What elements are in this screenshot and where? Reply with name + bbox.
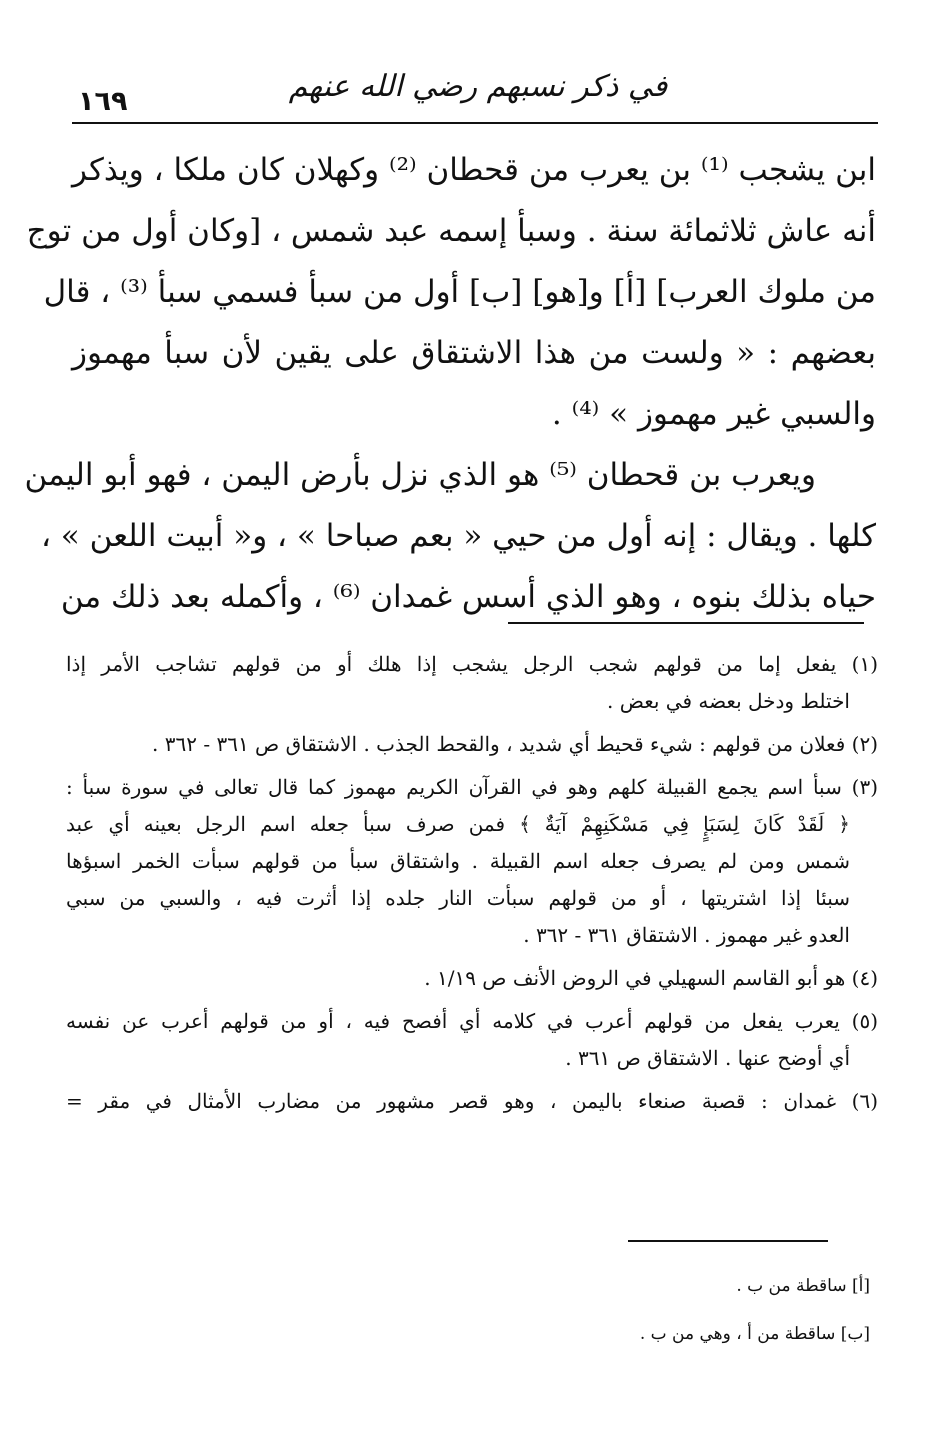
footnote-4 <box>66 960 878 997</box>
footnote-line: (١) يفعل إما من قولهم شجب الرجل يشجب إذا هلك أو من قولهم تشاجب الأمر إذا <box>66 652 878 676</box>
text-line: كلها . ويقال : إنه أول من حيي « بعم صباحا » ، و« أبيت اللعن » ، <box>40 518 876 554</box>
text-line: ويعرب بن قحطان ⁽⁵⁾ هو الذي نزل بأرض اليمن ، فهو أبو اليمن <box>24 457 816 493</box>
footnote-line: (٦) غمدان : قصبة صنعاء باليمن ، وهو قصر مشهور من مضارب الأمثال في مقر = <box>66 1089 878 1113</box>
page-header <box>78 62 878 124</box>
footnote-1 <box>66 646 878 720</box>
footnote-line: شمس ومن لم يصرف جعله اسم القبيلة . واشتقاق سبأ من قولهم سبأت الخمر اسبؤها <box>66 849 850 873</box>
chapter-title: في ذكر نسبهم رضي الله عنهم <box>288 69 668 104</box>
footnote-3 <box>66 769 878 954</box>
footnote-line: اختلط ودخل بعضه في بعض . <box>606 689 850 713</box>
footnote-line: سبئا إذا اشتريتها ، أو من قولهم سبأت النار جلده إذا أثرت فيه ، والسبي من سبي <box>66 886 850 910</box>
variant-notes <box>520 1262 870 1358</box>
text-line: والسبي غير مهموز » ⁽⁴⁾ . <box>551 396 876 432</box>
footnote-5 <box>66 1003 878 1077</box>
header-rule <box>72 122 878 124</box>
main-text <box>24 140 876 628</box>
footnote-line: (٣) سبأ اسم يجمع القبيلة كلهم وهو في القرآن الكريم مهموز كما قال تعالى في سورة سبأ : <box>66 775 878 799</box>
footnotes <box>66 646 878 1120</box>
footnote-line: العدو غير مهموز . الاشتقاق ٣٦١ - ٣٦٢ . <box>523 923 850 947</box>
text-line: أنه عاش ثلاثمائة سنة . وسبأ إسمه عبد شمس ، [وكان أول من توج <box>26 213 876 249</box>
footnote-2 <box>66 726 878 763</box>
footnote-line: أي أوضح عنها . الاشتقاق ص ٣٦١ . <box>565 1046 850 1070</box>
variant-note: [ب] ساقطة من أ ، وهي من ب . <box>639 1324 870 1344</box>
footnote-6 <box>66 1083 878 1120</box>
variant-note: [أ] ساقطة من ب . <box>736 1276 870 1296</box>
footnote-line: (٢) فعلان من قولهم : شيء قحيط أي شديد ، والقحط الجذب . الاشتقاق ص ٣٦١ - ٣٦٢ . <box>152 732 878 756</box>
text-line: بعضهم : « ولست من هذا الاشتقاق على يقين لأن سبأ مهموز <box>72 335 876 371</box>
footnote-line: (٥) يعرب يفعل من قولهم أعرب في كلامه أي أفصح فيه ، أو من قولهم أعرب عن نفسه <box>66 1009 878 1033</box>
footnote-line: ﴿ لَقَدْ كَانَ لِسَبَإٍ فِي مَسْكَنِهِمْ آيَةٌ ﴾ فمن صرف سبأ جعله اسم الرجل بعينه أي عبد <box>66 812 850 836</box>
text-line: ابن يشجب ⁽¹⁾ بن يعرب من قحطان ⁽²⁾ وكهلان كان ملكا ، ويذكر <box>72 152 876 188</box>
text-line: حياه بذلك بنوه ، وهو الذي أسس غمدان ⁽⁶⁾ ، وأكمله بعد ذلك من <box>60 579 876 615</box>
text-line: من ملوك العرب] [أ] و[هو] [ب] أول من سبأ فسمي سبأ ⁽³⁾ ، قال <box>43 274 876 310</box>
footnote-line: (٤) هو أبو القاسم السهيلي في الروض الأنف ص ١/١٩ . <box>424 966 878 990</box>
variant-notes-separator <box>628 1240 828 1242</box>
page-number: ١٦٩ <box>78 86 128 117</box>
footnote-separator <box>508 622 864 624</box>
